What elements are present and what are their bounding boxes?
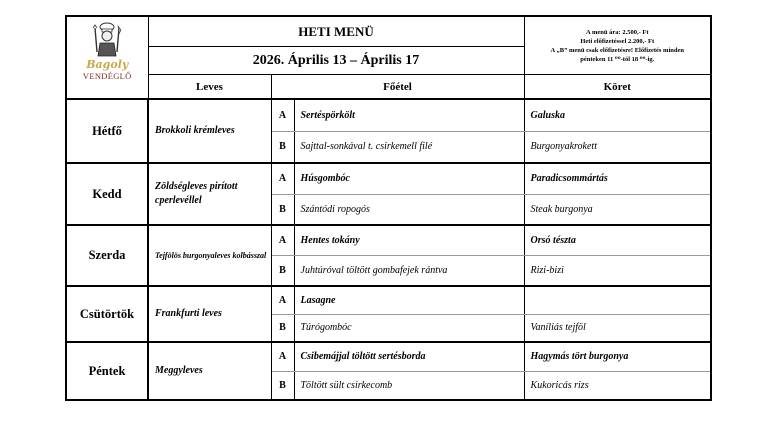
- option-letter: A: [271, 286, 294, 314]
- subscription-note-line: A „B” menü csak előfizetésre! Előfizetés minden: [550, 46, 685, 54]
- day-row-a: [66, 163, 711, 194]
- side-dish: Galuska: [524, 99, 711, 131]
- price-info: [524, 16, 711, 75]
- day-name: Kedd: [66, 163, 148, 225]
- logo-script-text: Bagoly: [86, 58, 129, 71]
- main-dish: Túrógombóc: [294, 314, 524, 342]
- date-range: 2026. Április 13 – Április 17: [148, 47, 524, 75]
- restaurant-logo: [72, 20, 142, 90]
- main-dish: Hentes tokány: [294, 225, 524, 255]
- logo-cell: [66, 16, 148, 99]
- subscription-hours-line: pénteken 11 ⁰⁰-tól 18 ⁰⁰-ig.: [580, 55, 655, 63]
- side-dish: Orsó tészta: [524, 225, 711, 255]
- option-letter: B: [271, 371, 294, 400]
- side-dish: Vaníliás tejföl: [524, 314, 711, 342]
- day-name: Szerda: [66, 225, 148, 286]
- price-line: A menü ára: 2.500,- Ft: [586, 28, 649, 36]
- soup: Zöldségleves pirított cperlevéllel: [148, 163, 271, 225]
- option-letter: A: [271, 99, 294, 131]
- main-dish: Lasagne: [294, 286, 524, 314]
- side-dish: Rizi-bizi: [524, 255, 711, 286]
- day-row-a: [66, 342, 711, 371]
- logo-word-text: VENDÉGLŐ: [82, 71, 132, 81]
- option-letter: A: [271, 225, 294, 255]
- main-dish: Csibemájjal töltött sertésborda: [294, 342, 524, 371]
- option-letter: B: [271, 255, 294, 286]
- option-letter: A: [271, 342, 294, 371]
- side-dish: Paradicsommártás: [524, 163, 711, 194]
- day-row-a: [66, 99, 711, 131]
- main-dish: Juhtúróval töltött gombafejek rántva: [294, 255, 524, 286]
- soup: Brokkoli krémleves: [148, 99, 271, 163]
- day-row-a: [66, 286, 711, 314]
- main-dish: Töltött sült csirkecomb: [294, 371, 524, 400]
- main-dish: Sajttal-sonkával t. csirkemell filé: [294, 131, 524, 163]
- chef-mascot-icon: [92, 22, 122, 60]
- side-dish: Steak burgonya: [524, 194, 711, 225]
- side-dish: Burgonyakrokett: [524, 131, 711, 163]
- menu-title: HETI MENÜ: [148, 16, 524, 47]
- column-header-soup: Leves: [148, 75, 271, 100]
- column-header-side: Köret: [524, 75, 711, 100]
- side-dish: Kukoricás rizs: [524, 371, 711, 400]
- option-letter: B: [271, 194, 294, 225]
- weekly-menu-table: [65, 15, 712, 401]
- day-name: Csütörtök: [66, 286, 148, 342]
- soup: Tejfölös burgonyaleves kolbásszal: [148, 225, 271, 286]
- day-row-a: [66, 225, 711, 255]
- main-dish: Húsgombóc: [294, 163, 524, 194]
- option-letter: B: [271, 314, 294, 342]
- side-dish: [524, 286, 711, 314]
- soup: Frankfurti leves: [148, 286, 271, 342]
- subscription-price-line: Heti előfizetéssel 2.200,- Ft: [580, 37, 655, 45]
- day-name: Hétfő: [66, 99, 148, 163]
- main-dish: Sertéspörkölt: [294, 99, 524, 131]
- day-name: Péntek: [66, 342, 148, 400]
- side-dish: Hagymás tört burgonya: [524, 342, 711, 371]
- option-letter: B: [271, 131, 294, 163]
- soup: Meggyleves: [148, 342, 271, 400]
- option-letter: A: [271, 163, 294, 194]
- column-header-main: Főétel: [271, 75, 524, 100]
- main-dish: Szántódi ropogós: [294, 194, 524, 225]
